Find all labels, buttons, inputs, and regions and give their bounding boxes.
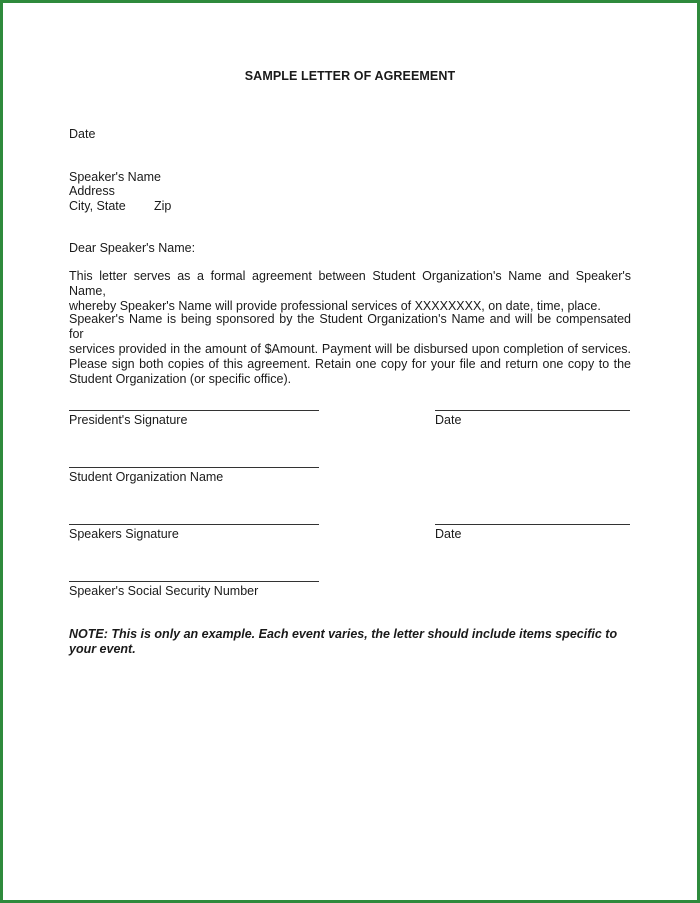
document-title: SAMPLE LETTER OF AGREEMENT — [244, 69, 456, 83]
paragraph-agreement — [69, 269, 631, 314]
signature-line-student-org — [69, 467, 319, 468]
note-line: NOTE: This is only an example. Each event varies, the letter should include items specific to — [69, 627, 618, 641]
paragraph-sponsorship — [69, 312, 631, 387]
zip-line: Zip — [154, 199, 172, 213]
paragraph-line: Speaker's Name is being sponsored by the Student Organization's Name and will be compensated for — [69, 312, 631, 341]
speakers-signature-label: Speakers Signature — [69, 527, 179, 541]
city-state-line: City, State — [69, 199, 126, 213]
address-line: Address — [69, 184, 115, 198]
paragraph-line: This letter serves as a formal agreement between Student Organization's Name and Speaker's Name, — [69, 269, 631, 298]
student-org-name-label: Student Organization Name — [69, 470, 224, 484]
date-label-1: Date — [435, 413, 462, 427]
note-line: your event. — [69, 642, 136, 656]
paragraph-line: whereby Speaker's Name will provide professional services of XXXXXXXX, on date, time, place. — [69, 299, 601, 313]
signature-line-date-2 — [435, 524, 630, 525]
salutation: Dear Speaker's Name: — [69, 241, 196, 255]
signature-line-ssn — [69, 581, 319, 582]
signature-line-president — [69, 410, 319, 411]
paragraph-line: Please sign both copies of this agreement. Retain one copy for your file and return one copy to the — [69, 357, 631, 371]
signature-line-date-1 — [435, 410, 630, 411]
paragraph-line: Student Organization (or specific office). — [69, 372, 292, 386]
ssn-label: Speaker's Social Security Number — [69, 584, 259, 598]
date-label-2: Date — [435, 527, 462, 541]
speaker-name-line: Speaker's Name — [69, 170, 162, 184]
signature-line-speaker — [69, 524, 319, 525]
president-signature-label: President's Signature — [69, 413, 188, 427]
note-block — [69, 627, 617, 657]
date-line: Date — [69, 127, 96, 141]
paragraph-line: services provided in the amount of $Amount. Payment will be disbursed upon completion of services. — [69, 342, 631, 356]
